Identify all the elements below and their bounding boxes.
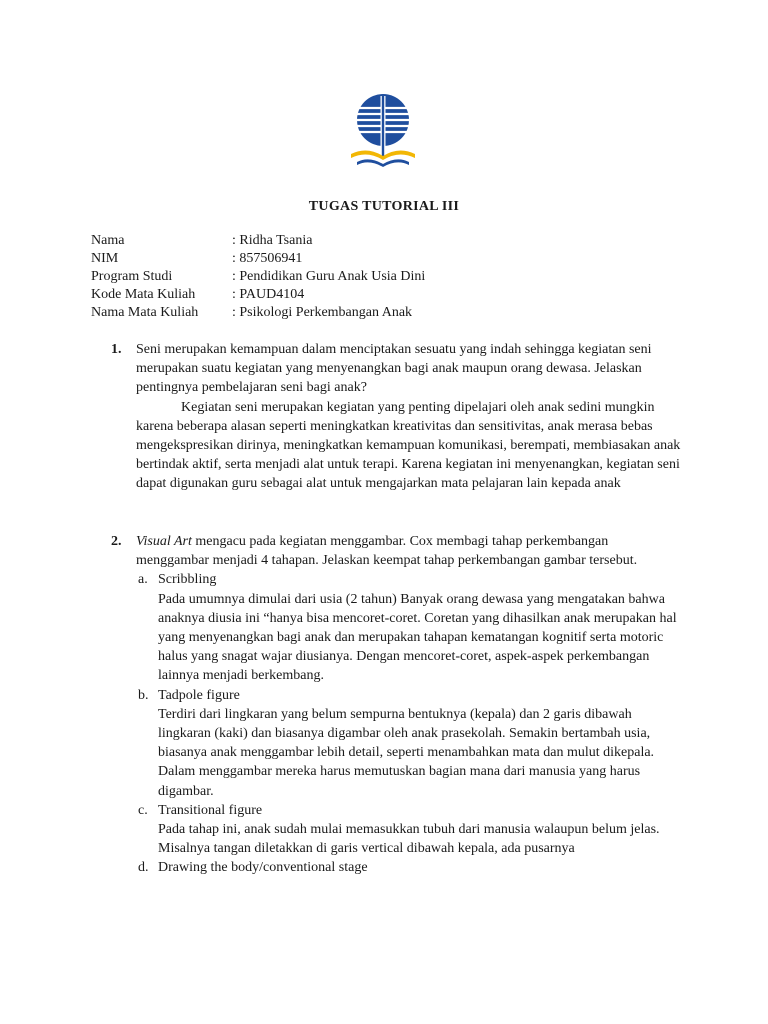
list-item-text: Terdiri dari lingkaran yang belum sempurna bentuknya (kepala) dan 2 garis dibawah lingkaran (kaki) dan biasanya digambar oleh anak prasekolah. Semakin bertambah usia, biasanya anak menggambar lebih detail, seperti menambahkan mata dan mulut dikepala. Dalam menggambar mereka harus memutuskan bagian mana dari manusia yang harus digambar. — [158, 706, 655, 799]
info-row-name — [91, 232, 425, 250]
list-item-text: Pada umumnya dimulai dari usia (2 tahun) Banyak orang dewasa yang mengatakan bahwa anaknya diusia ini “hanya bisa mencoret-coret. Coretan yang dihasilkan anak merupakan hal yang menyenangkan bagi anak dan merupakan tahapan kematangan kognitif serta motoric halus yang snagat wajar diusianya. Dengan mencoret-coret, aspek-aspek perkembangan lainnya menjadi berkembang. — [158, 591, 677, 684]
info-label: Kode Mata Kuliah — [91, 287, 196, 302]
question-emphasis: Visual Art — [136, 534, 192, 549]
list-item-text: Pada tahap ini, anak sudah mulai memasukkan tubuh dari manusia walaupun belum jelas. Misalnya tangan diletakkan di garis vertical dibawah kepala, ada pusarnya — [158, 822, 660, 857]
list-letter: b. — [138, 687, 149, 703]
question-text: Seni merupakan kemampuan dalam menciptakan sesuatu yang indah sehingga kegiatan seni merupakan suatu kegiatan yang menyenangkan bagi anak maupun orang dewasa. Jelaskan pentingnya pembelajaran seni bagi anak? — [136, 342, 652, 396]
list-item — [138, 570, 681, 685]
info-label: Nama — [91, 233, 125, 248]
info-value: : PAUD4104 — [232, 287, 305, 302]
question-body — [136, 340, 681, 494]
question-number: 2. — [111, 534, 122, 549]
list-item-title: Drawing the body/conventional stage — [158, 860, 368, 876]
answer-text: Kegiatan seni merupakan kegiatan yang penting dipelajari oleh anak sedini mungkin karena beberapa alasan seperti meningkatkan kreativitas dan sensitivitas, anak merasa bebas mengekspresikan dirinya, meningkatkan kemampuan komunikasi, berempati, membiasakan anak bertindak aktif, serta menjadi alat untuk terapi. Karena kegiatan ini menyenangkan, kegiatan seni dapat digunakan guru sebagai alat untuk mengajarkan mata pelajaran lain kepada anak — [136, 399, 681, 492]
info-row-program — [91, 268, 425, 286]
info-value: : Psikologi Perkembangan Anak — [232, 305, 413, 320]
info-row-course-name — [91, 304, 425, 322]
student-info — [91, 232, 425, 322]
list-item — [138, 801, 681, 859]
info-value: : 857506941 — [232, 251, 303, 266]
list-letter: a. — [138, 572, 148, 588]
list-item-title: Tadpole figure — [158, 687, 240, 703]
info-row-course-code — [91, 286, 425, 304]
list-item — [138, 686, 681, 801]
question-body — [136, 532, 681, 878]
list-item — [138, 858, 681, 877]
list-item-title: Transitional figure — [158, 802, 263, 818]
list-letter: c. — [138, 802, 148, 818]
question-text-rest: mengacu pada kegiatan menggambar. Cox membagi tahap perkembangan menggambar menjadi 4 tahapan. Jelaskan keempat tahap perkembangan gambar tersebut. — [136, 534, 638, 569]
university-logo-icon — [347, 92, 419, 170]
info-value: : Pendidikan Guru Anak Usia Dini — [232, 269, 426, 284]
question-text — [136, 532, 681, 570]
info-value: : Ridha Tsania — [232, 233, 313, 248]
info-label: NIM — [91, 251, 119, 266]
info-label: Nama Mata Kuliah — [91, 305, 199, 320]
document-title: TUGAS TUTORIAL III — [308, 199, 460, 214]
list-letter: d. — [138, 860, 149, 876]
list-item-title: Scribbling — [158, 572, 217, 588]
info-label: Program Studi — [91, 269, 173, 284]
info-row-nim — [91, 250, 425, 268]
question-number: 1. — [111, 342, 122, 357]
